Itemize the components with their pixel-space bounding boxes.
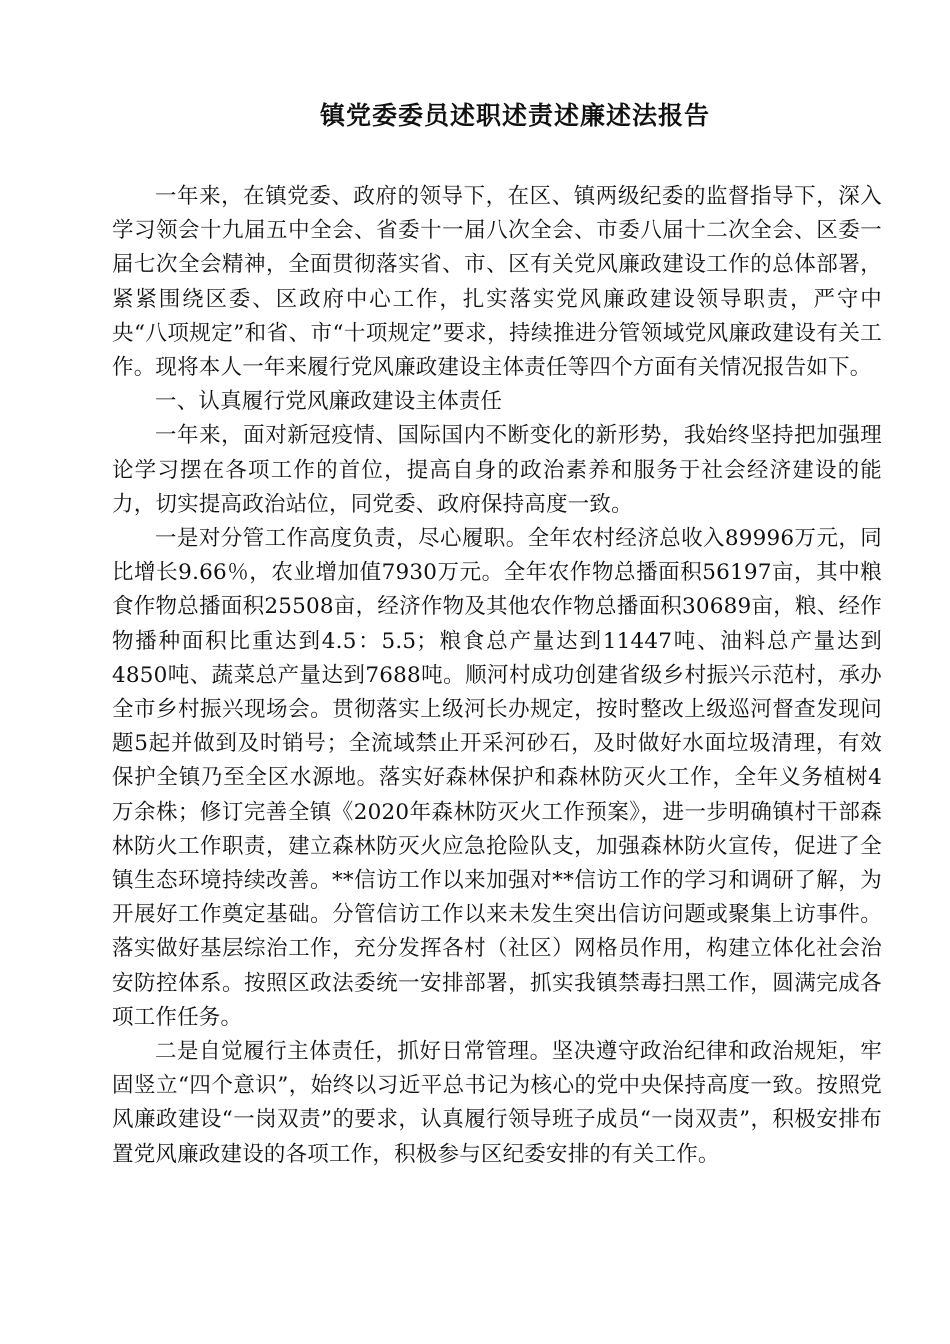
document-title: 镇党委委员述职述责述廉述法报告 [319, 101, 710, 130]
paragraph-duty-2: 二是自觉履行主体责任，抓好日常管理。坚决遵守政治纪律和政治规矩，牢固竖立“四个意识”，始终以习近平总书记为核心的党中央保持高度一致。按照党风廉政建设“一岗双责”的要求，认真履行领导班子成员“一岗双责”，积极安排布置党风廉政建设的各项工作，积极参与区纪委安排的有关工作。 [112, 1039, 882, 1167]
paragraph-study: 一年来，面对新冠疫情、国际国内不断变化的新形势，我始终坚持把加强理论学习摆在各项工作的首位，提高自身的政治素养和服务于社会经济建设的能力，切实提高政治站位，同党委、政府保持高度一致。 [112, 423, 882, 517]
document-page [112, 96, 882, 1172]
paragraph-duty-1: 一是对分管工作高度负责，尽心履职。全年农村经济总收入89996万元，同比增长9.66％，农业增加值7930万元。全年农作物总播面积56197亩，其中粮食作物总播面积25508亩，经济作物及其他农作物总播面积30689亩，粮、经作物播种面积比重达到4.5：5.5；粮食总产量达到11447吨、油料总产量达到4850吨、蔬菜总产量达到7688吨。顺河村成功创建省级乡村振兴示范村，承办全市乡村振兴现场会。贯彻落实上级河长办规定，按时整改上级巡河督查发现问题5起并做到及时销号；全流域禁止开采河砂石，及时做好水面垃圾清理，有效保护全镇乃至全区水源地。落实好森林保护和森林防灭火工作，全年义务植树4万余株；修订完善全镇《2020年森林防灭火工作预案》，进一步明确镇村干部森林防火工作职责，建立森林防灭火应急抢险队支，加强森林防火宣传，促进了全镇生态环境持续改善。**信访工作以来加强对**信访工作的学习和调研了解，为开展好工作奠定基础。分管信访工作以来未发生突出信访问题或聚集上访事件。落实做好基层综治工作，充分发挥各村（社区）网格员作用，构建立体化社会治安防控体系。按照区政法委统一安排部署，抓实我镇禁毒扫黑工作，圆满完成各项工作任务。 [112, 526, 882, 1030]
paragraph-intro: 一年来，在镇党委、政府的领导下，在区、镇两级纪委的监督指导下，深入学习领会十九届五中全会、省委十一届八次全会、市委八届十二次全会、区委一届七次全会精神，全面贯彻落实省、市、区有关党风廉政建设工作的总体部署，紧紧围绕区委、区政府中心工作，扎实落实党风廉政建设领导职责，严守中央“八项规定”和省、市“十项规定”要求，持续推进分管领域党风廉政建设有关工作。现将本人一年来履行党风廉政建设主体责任等四个方面有关情况报告如下。 [112, 184, 882, 381]
section-heading-1: 一、认真履行党风廉政建设主体责任 [155, 389, 503, 415]
